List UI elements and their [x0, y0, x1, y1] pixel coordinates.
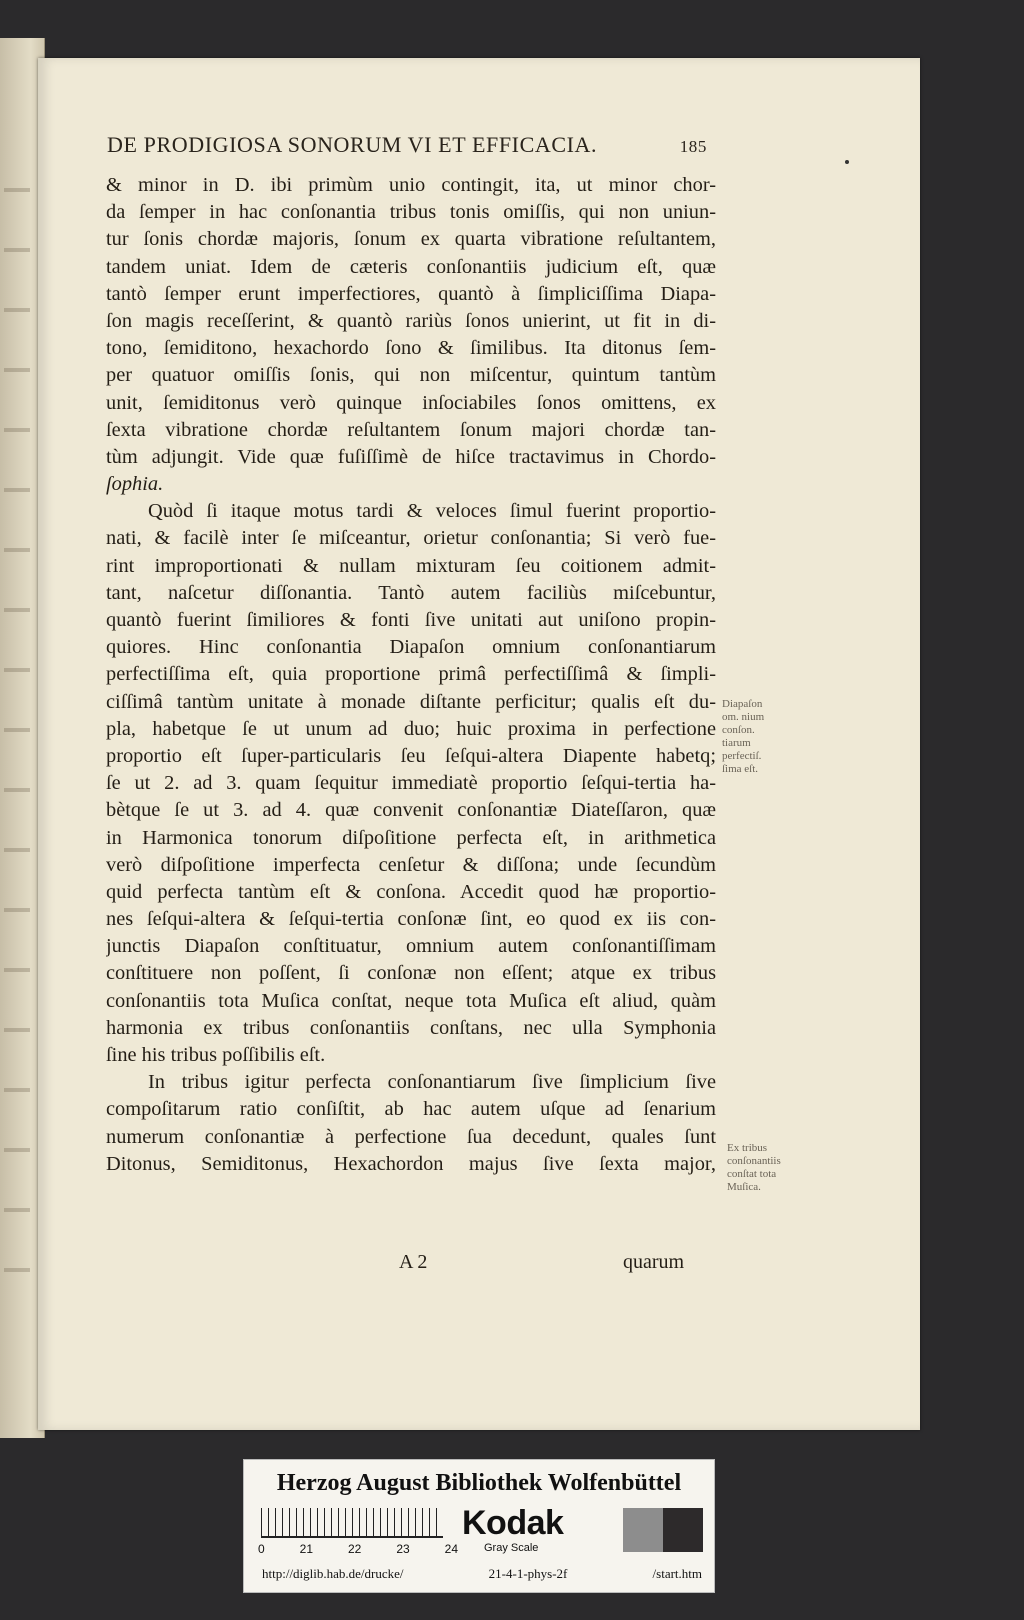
text-line: ciſſimâ tantùm unitate à monade diſtante perficitur; qualis eſt du-: [106, 690, 716, 713]
text-line: tur ſonis chordæ majoris, ſonum ex quarta vibratione reſultantem,: [106, 228, 716, 251]
text-line: quantò fuerint ſimiliores & fonti ſive unitati aut uniſono propin-: [106, 609, 716, 631]
text-line: ſon magis receſſerint, & quantò rariùs ſonos unierint, ut fit in di-: [106, 309, 716, 332]
text-line: In tribus igitur perfecta conſonantiarum ſive ſimplicium ſive: [148, 1071, 716, 1094]
ruler-numbers: [258, 1542, 458, 1556]
card-footer: [262, 1566, 702, 1582]
text-line: pla, habetque ſe ut unum ad duo; huic proxima in perfectione: [106, 717, 716, 740]
ink-speck: [845, 160, 849, 164]
ruler-number: 0: [258, 1542, 265, 1556]
text-line: & minor in D. ibi primùm unio contingit, ita, ut minor chor-: [106, 174, 716, 196]
text-line: perfectiſſima eſt, quia proportione primâ perfectiſſimâ & ſimpli-: [106, 663, 716, 686]
ruler-number: 23: [396, 1542, 410, 1556]
margin-note-tribus: Ex tribus conſonantiis conſtat tota Muſica.: [727, 1142, 781, 1193]
text-line: nes ſeſqui-altera & ſeſqui-tertia conſonæ ſint, eo quod ex iis con-: [106, 908, 716, 931]
text-line: per quatuor omiſſis ſonis, qui non miſcentur, quintum tantùm: [106, 364, 716, 387]
text-line: proportio eſt ſuper-particularis ſeu ſeſqui-altera Diapente habetq;: [106, 744, 716, 767]
text-line: tandem uniat. Idem de cæteris conſonantiis judicium eſt, quæ: [106, 255, 716, 278]
ruler-number: 22: [347, 1542, 362, 1556]
text-line: ſexta vibratione chordæ reſultantem ſonum majori chordæ tan-: [106, 418, 716, 441]
text-line: Ditonus, Semiditonus, Hexachordon majus ſive ſexta major,: [106, 1152, 716, 1175]
page-number: 185: [679, 137, 707, 156]
text-line: quiores. Hinc conſonantia Diapaſon omnium conſonantiarum: [106, 636, 716, 659]
text-line: rint improportionati & nullam mixturam ſeu coitionem admit-: [106, 554, 716, 577]
text-line: conſonantiis tota Muſica conſtat, neque tota Muſica eſt aliud, quàm: [106, 989, 716, 1012]
text-line: tùm adjungit. Vide quæ fuſiſſimè de hiſce tractavimus in Chordo-: [106, 445, 716, 468]
text-line: unit, ſemiditonus verò quinque inſociabiles ſonos omittens, ex: [106, 391, 716, 414]
dark-swatch: [663, 1508, 703, 1552]
url-suffix: /start.htm: [652, 1566, 702, 1581]
url-base: http://diglib.hab.de/drucke/: [262, 1566, 404, 1581]
text-line: tono, ſemiditono, hexachordo ſono & ſimilibus. Ita ditonus ſem-: [106, 337, 716, 360]
text-line: tant, naſcetur diſſonantia. Tantò autem faciliùs miſcebuntur,: [106, 581, 716, 604]
text-line: numerum conſonantiæ à perfectione ſua decedunt, quales ſunt: [106, 1125, 716, 1148]
gray-scale-label: Gray Scale: [484, 1542, 539, 1554]
margin-note-diapason: Diapaſon om. nium conſon. tiarum perfectiſ. ſima eſt.: [722, 698, 765, 775]
running-head-title: DE PRODIGIOSA SONORUM VI ET EFFICACIA.: [107, 132, 598, 157]
text-line: conſtituere non poſſent, ſi conſonæ non eſſent; atque ex tribus: [106, 962, 716, 985]
text-line: ſophia.: [106, 473, 164, 496]
ruler-number: 24: [444, 1542, 458, 1556]
text-line: Quòd ſi itaque motus tardi & veloces ſimul fuerint proportio-: [148, 500, 716, 523]
text-line: da ſemper in hac conſonantia tribus tonis omiſſis, qui non uniun-: [106, 201, 716, 224]
gray-swatch: [623, 1508, 663, 1552]
text-line: tantò ſemper erunt imperfectiores, quantò à ſimpliciſſima Diapa-: [106, 282, 716, 305]
signature-mark: A 2: [399, 1251, 428, 1273]
body-text: [106, 172, 716, 1178]
text-line: ſine his tribus poſſibilis eſt.: [106, 1044, 326, 1066]
kodak-logo: Kodak: [462, 1504, 564, 1542]
text-line: in Harmonica tonorum diſpoſitione perfecta eſt, in arithmetica: [106, 826, 716, 849]
text-line: ſe ut 2. ad 3. quam ſequitur immediatè proportio ſeſqui-tertia ha-: [106, 772, 716, 795]
shelfmark: 21-4-1-phys-2f: [488, 1566, 568, 1581]
text-line: junctis Diapaſon conſtituatur, omnium autem conſonantiſſimam: [106, 935, 716, 958]
text-line: verò diſpoſitione imperfecta cenſetur & diſſona; unde ſecundùm: [106, 853, 716, 876]
library-name: Herzog August Bibliothek Wolfenbüttel: [276, 1470, 682, 1496]
text-line: nati, & facilè inter ſe miſceantur, orietur conſonantia; Si verò fue-: [106, 527, 716, 550]
catchword: quarum: [623, 1251, 685, 1273]
text-line: harmonia ex tribus conſonantiis conſtans, nec ulla Symphonia: [106, 1016, 716, 1039]
text-line: quid perfecta tantùm eſt & conſona. Accedit quod hæ proportio-: [106, 880, 716, 903]
text-line: bètque ſe ut 3. ad 4. quæ convenit conſonantiæ Diateſſaron, quæ: [106, 799, 716, 822]
running-head: [107, 132, 707, 158]
ruler-number: 21: [299, 1542, 314, 1556]
library-target-card: [243, 1459, 715, 1593]
ruler-scale: [261, 1508, 443, 1538]
text-line: compoſitarum ratio conſiſtit, ab hac autem uſque ad ſenarium: [106, 1098, 716, 1121]
